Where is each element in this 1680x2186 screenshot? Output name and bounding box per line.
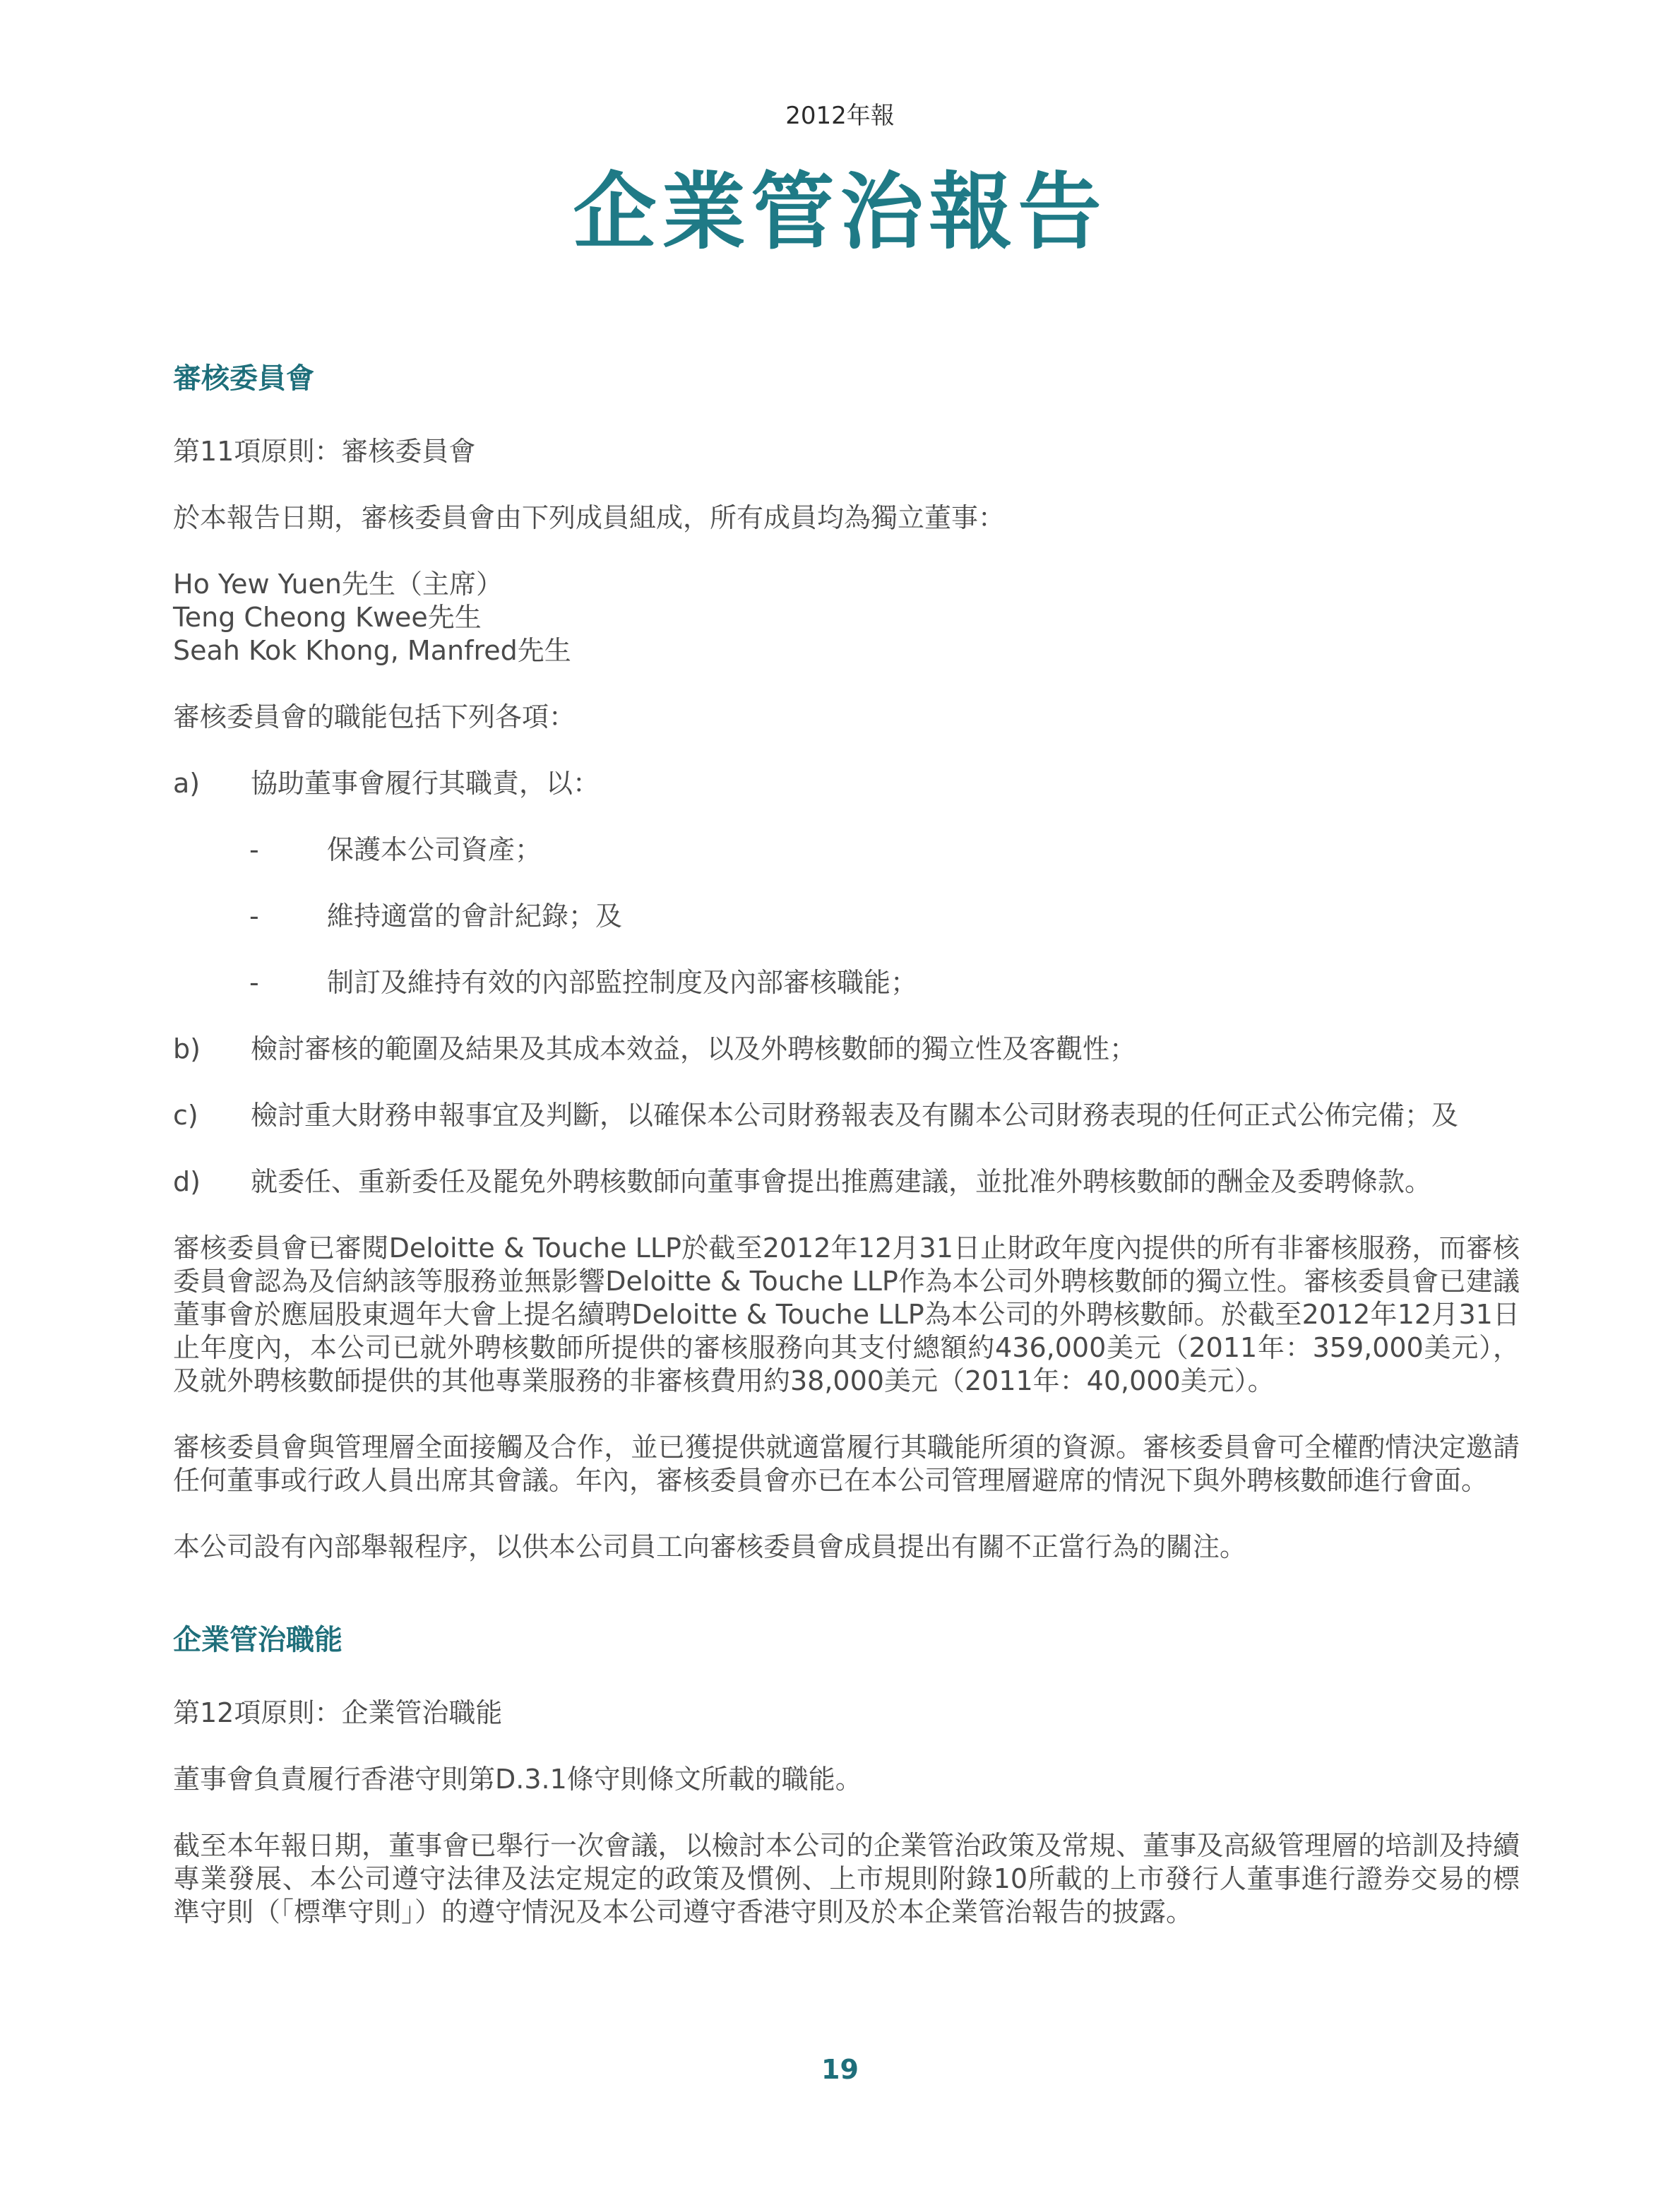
function-text: 檢討重大財務申報事宜及判斷，以確保本公司財務報表及有關本公司財務表現的任何正式公佈完備；及 [251,1100,1459,1131]
function-label: c) [173,1100,198,1131]
subfunction-item [249,966,1520,999]
paragraph-management-access: 審核委員會與管理層全面接觸及合作，並已獲提供就適當履行其職能所須的資源。審核委員會可全權酌情決定邀請任何董事或行政人員出席其會議。年內，審核委員會亦已在本公司管理層避席的情況下與外聘核數師進行會面。 [173,1432,1520,1496]
document-body [173,357,1520,1962]
paragraph-board-review: 截至本年報日期，董事會已舉行一次會議，以檢討本公司的企業管治政策及常規、董事及高級管理層的培訓及持續專業發展、本公司遵守法律及法定規定的政策及慣例、上市規則附錄10所載的上市發行人董事進行證券交易的標準守則（「標準守則」）的遵守情況及本公司遵守香港守則及於本企業管治報告的披露。 [173,1830,1520,1927]
member-item: Seah Kok Khong, Manfred先生 [173,635,571,666]
principle-12: 第12項原則：企業管治職能 [173,1697,503,1728]
report-year: 2012年報 [785,102,895,130]
principle-11: 第11項原則：審核委員會 [173,436,476,467]
function-item-d [173,1165,1520,1199]
subfunction-item [249,900,1520,933]
dash-bullet: - [249,834,259,865]
page-number: 19 [821,2054,859,2085]
paragraph-auditor-fees: 審核委員會已審閱Deloitte & Touche LLP於截至2012年12月31日止財政年度內提供的所有非審核服務，而審核委員會認為及信納該等服務並無影響Deloitte & Touche LLP作為本公司外聘核數師的獨立性。審核委員會已建議董事會於應屆股東週年大會上提名續聘Deloitte & Touche LLP為本公司的外聘核數師。於截至2012年12月31日止年度內，本公司已就外聘核數師所提供的審核服務向其支付總額約436,000美元（2011年：359,000美元），及就外聘核數師提供的其他專業服務的非審核費用約38,000美元（2011年：40,000美元）。 [173,1232,1520,1396]
function-item-c [173,1099,1520,1132]
function-text: 就委任、重新委任及罷免外聘核數師向董事會提出推薦建議，並批准外聘核數師的酬金及委聘條款。 [251,1166,1432,1197]
function-text: 協助董事會履行其職責，以： [251,768,600,799]
paragraph-board-duties: 董事會負責履行香港守則第D.3.1條守則條文所載的職能。 [173,1764,862,1795]
subfunction-text: 制訂及維持有效的內部監控制度及內部審核職能； [327,967,918,998]
subfunction-item [249,833,1520,867]
member-list [173,568,1520,667]
function-label: b) [173,1033,201,1064]
section-heading-cg-functions: 企業管治職能 [173,1624,342,1656]
dash-bullet: - [249,967,259,998]
page-title: 企業管治報告 [573,163,1107,261]
member-item: Ho Yew Yuen先生（主席） [173,569,504,600]
dash-bullet: - [249,901,259,932]
function-text: 檢討審核的範圍及結果及其成本效益，以及外聘核數師的獨立性及客觀性； [251,1033,1137,1064]
function-label: a) [173,768,201,799]
subfunction-text: 保護本公司資產； [327,834,542,865]
functions-intro: 審核委員會的職能包括下列各項： [173,701,576,732]
function-item-a [173,767,1520,800]
subfunction-text: 維持適當的會計紀錄；及 [327,901,623,932]
function-item-b [173,1033,1520,1066]
function-label: d) [173,1166,201,1197]
members-intro: 於本報告日期，審核委員會由下列成員組成，所有成員均為獨立董事： [173,502,1006,533]
member-item: Teng Cheong Kwee先生 [173,602,482,633]
paragraph-whistleblowing: 本公司設有內部舉報程序，以供本公司員工向審核委員會成員提出有關不正當行為的關注。 [173,1531,1247,1562]
section-heading-audit-committee: 審核委員會 [173,362,314,395]
